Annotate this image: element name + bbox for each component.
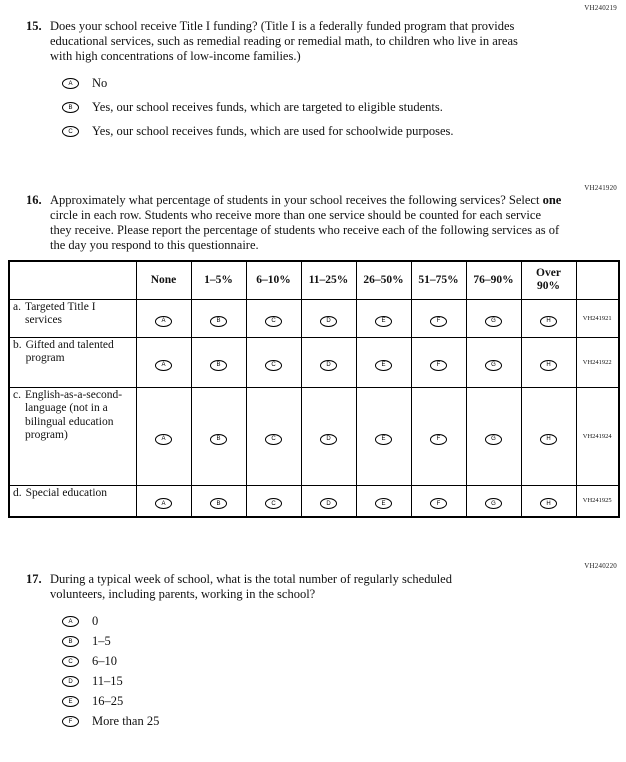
bubble-cell[interactable] (521, 387, 576, 485)
answer-bubble[interactable]: G (485, 316, 502, 327)
option-row[interactable] (62, 77, 626, 90)
table-header-row (9, 261, 619, 299)
bubble-cell[interactable] (191, 299, 246, 337)
question-16-text-post: circle in each row. Students who receive more than one service should be counted for each service they receive. Please report the percentage of students who receive each of the following services as of the day you respond to this questionnaire. (50, 208, 560, 252)
option-row[interactable] (62, 635, 626, 648)
option-row[interactable] (62, 695, 626, 708)
answer-bubble[interactable]: D (62, 676, 79, 687)
code-column-header (576, 261, 619, 299)
option-label: 11–15 (92, 674, 123, 688)
bubble-cell[interactable] (246, 387, 301, 485)
answer-bubble[interactable]: F (430, 498, 447, 509)
answer-bubble[interactable]: B (210, 316, 227, 327)
bubble-cell[interactable] (301, 337, 356, 387)
row-prefix: b. (13, 338, 22, 351)
answer-bubble[interactable]: H (540, 434, 557, 445)
bubble-cell[interactable] (411, 299, 466, 337)
bubble-cell[interactable] (191, 337, 246, 387)
answer-bubble[interactable]: G (485, 498, 502, 509)
question-16-code: VH241920 (584, 184, 617, 192)
table-row-a (9, 299, 619, 337)
answer-bubble[interactable]: C (265, 498, 282, 509)
corner-cell (9, 261, 136, 299)
bubble-cell[interactable] (411, 485, 466, 517)
row-label-cell (9, 485, 136, 517)
answer-bubble[interactable]: F (430, 434, 447, 445)
answer-bubble[interactable]: B (210, 360, 227, 371)
bubble-cell[interactable] (356, 299, 411, 337)
page-code: VH240219 (584, 4, 617, 12)
question-17-line (26, 572, 626, 602)
question-17-text: During a typical week of school, what is the total number of regularly scheduled volunteers, including parents, working in the school? (50, 572, 452, 601)
row-code: VH241921 (576, 299, 619, 337)
row-label-cell (9, 387, 136, 485)
answer-bubble[interactable]: F (430, 316, 447, 327)
answer-bubble[interactable]: B (210, 434, 227, 445)
question-15-number: 15. (26, 19, 42, 33)
option-label: Yes, our school receives funds, which are used for schoolwide purposes. (92, 124, 454, 138)
bubble-cell[interactable] (411, 387, 466, 485)
question-17-code: VH240220 (584, 562, 617, 570)
option-row[interactable] (62, 615, 626, 628)
row-label (13, 339, 134, 366)
row-label-text: Special education (25, 486, 108, 499)
answer-bubble[interactable]: D (320, 434, 337, 445)
bubble-cell[interactable] (356, 485, 411, 517)
option-label: 0 (92, 614, 99, 628)
bubble-cell[interactable] (521, 485, 576, 517)
answer-bubble[interactable]: F (430, 360, 447, 371)
bubble-cell[interactable] (466, 387, 521, 485)
answer-bubble[interactable]: H (540, 498, 557, 509)
question-16-line (26, 193, 626, 253)
column-header: None (136, 261, 191, 299)
option-label: 16–25 (92, 694, 124, 708)
q16-services-table (8, 260, 620, 518)
table-row-d (9, 485, 619, 517)
column-header: 1–5% (191, 261, 246, 299)
bubble-cell[interactable] (466, 337, 521, 387)
answer-bubble[interactable]: G (485, 360, 502, 371)
bubble-cell[interactable] (246, 485, 301, 517)
row-prefix: c. (13, 388, 21, 401)
row-label-text: English-as-a-second-language (not in a bilingual education program) (24, 388, 123, 441)
bubble-cell[interactable] (136, 387, 191, 485)
column-header: 76–90% (466, 261, 521, 299)
row-label-cell (9, 337, 136, 387)
row-code: VH241924 (576, 387, 619, 485)
option-label: No (92, 76, 108, 90)
bubble-cell[interactable] (136, 299, 191, 337)
answer-bubble[interactable]: E (62, 696, 79, 707)
bubble-cell[interactable] (246, 299, 301, 337)
bubble-cell[interactable] (411, 337, 466, 387)
row-label (13, 301, 134, 328)
question-16 (26, 193, 626, 253)
answer-bubble[interactable]: D (320, 498, 337, 509)
bubble-cell[interactable] (301, 485, 356, 517)
option-row[interactable] (62, 125, 626, 138)
answer-bubble[interactable]: E (375, 360, 392, 371)
answer-bubble[interactable]: A (62, 78, 79, 89)
bubble-cell[interactable] (356, 387, 411, 485)
question-15-options (62, 77, 626, 138)
row-label-text: Gifted and talented program (25, 338, 114, 364)
answer-bubble[interactable]: H (540, 316, 557, 327)
question-15-line (26, 19, 626, 64)
question-17-number: 17. (26, 572, 42, 586)
answer-bubble[interactable]: C (62, 656, 79, 667)
option-label: More than 25 (92, 714, 160, 728)
bubble-cell[interactable] (521, 299, 576, 337)
bubble-cell[interactable] (301, 299, 356, 337)
column-header: 26–50% (356, 261, 411, 299)
row-label-text: Targeted Title I services (24, 300, 96, 326)
bubble-cell[interactable] (301, 387, 356, 485)
option-row[interactable] (62, 101, 626, 114)
question-16-number: 16. (26, 193, 42, 207)
answer-bubble[interactable]: C (265, 316, 282, 327)
table-row-b (9, 337, 619, 387)
bubble-cell[interactable] (191, 485, 246, 517)
row-label-cell (9, 299, 136, 337)
row-code: VH241925 (576, 485, 619, 517)
answer-bubble[interactable]: A (155, 316, 172, 327)
answer-bubble[interactable]: C (62, 126, 79, 137)
option-row[interactable] (62, 655, 626, 668)
answer-bubble[interactable]: F (62, 716, 79, 727)
answer-bubble[interactable]: C (265, 434, 282, 445)
table-row-c (9, 387, 619, 485)
answer-bubble[interactable]: B (62, 636, 79, 647)
answer-bubble[interactable]: D (320, 360, 337, 371)
option-row[interactable] (62, 715, 626, 728)
answer-bubble[interactable]: C (265, 360, 282, 371)
question-16-text-pre: Approximately what percentage of students in your school receives the following services? Select (50, 193, 543, 207)
column-header: 51–75% (411, 261, 466, 299)
bubble-cell[interactable] (356, 337, 411, 387)
question-16-text (50, 193, 562, 253)
column-header: 6–10% (246, 261, 301, 299)
option-label: 6–10 (92, 654, 117, 668)
answer-bubble[interactable]: D (320, 316, 337, 327)
answer-bubble[interactable]: A (155, 434, 172, 445)
answer-bubble[interactable]: H (540, 360, 557, 371)
question-15-text: Does your school receive Title I funding? (Title I is a federally funded program that provides educational services, such as remedial reading or remedial math, to children who live in areas with high concentrations of low-income families.) (50, 19, 518, 63)
question-15 (26, 19, 626, 138)
option-label: Yes, our school receives funds, which are targeted to eligible students. (92, 100, 443, 114)
column-header: 11–25% (301, 261, 356, 299)
answer-bubble[interactable]: E (375, 434, 392, 445)
row-prefix: a. (13, 300, 21, 313)
bubble-cell[interactable] (191, 387, 246, 485)
bubble-cell[interactable] (466, 485, 521, 517)
answer-bubble[interactable]: A (155, 360, 172, 371)
answer-bubble[interactable]: A (62, 616, 79, 627)
answer-bubble[interactable]: E (375, 498, 392, 509)
answer-bubble[interactable]: B (210, 498, 227, 509)
row-code: VH241922 (576, 337, 619, 387)
bubble-cell[interactable] (466, 299, 521, 337)
bubble-cell[interactable] (136, 337, 191, 387)
question-17-options (62, 615, 626, 728)
row-label (13, 389, 134, 443)
row-prefix: d. (13, 486, 22, 499)
option-label: 1–5 (92, 634, 111, 648)
answer-bubble[interactable]: E (375, 316, 392, 327)
bubble-cell[interactable] (521, 337, 576, 387)
answer-bubble[interactable]: A (155, 498, 172, 509)
column-header: Over 90% (521, 261, 576, 299)
answer-bubble[interactable]: B (62, 102, 79, 113)
question-16-text-bold: one (542, 193, 562, 207)
answer-bubble[interactable]: G (485, 434, 502, 445)
question-17 (26, 572, 626, 728)
bubble-cell[interactable] (246, 337, 301, 387)
row-label (13, 487, 134, 501)
bubble-cell[interactable] (136, 485, 191, 517)
option-row[interactable] (62, 675, 626, 688)
